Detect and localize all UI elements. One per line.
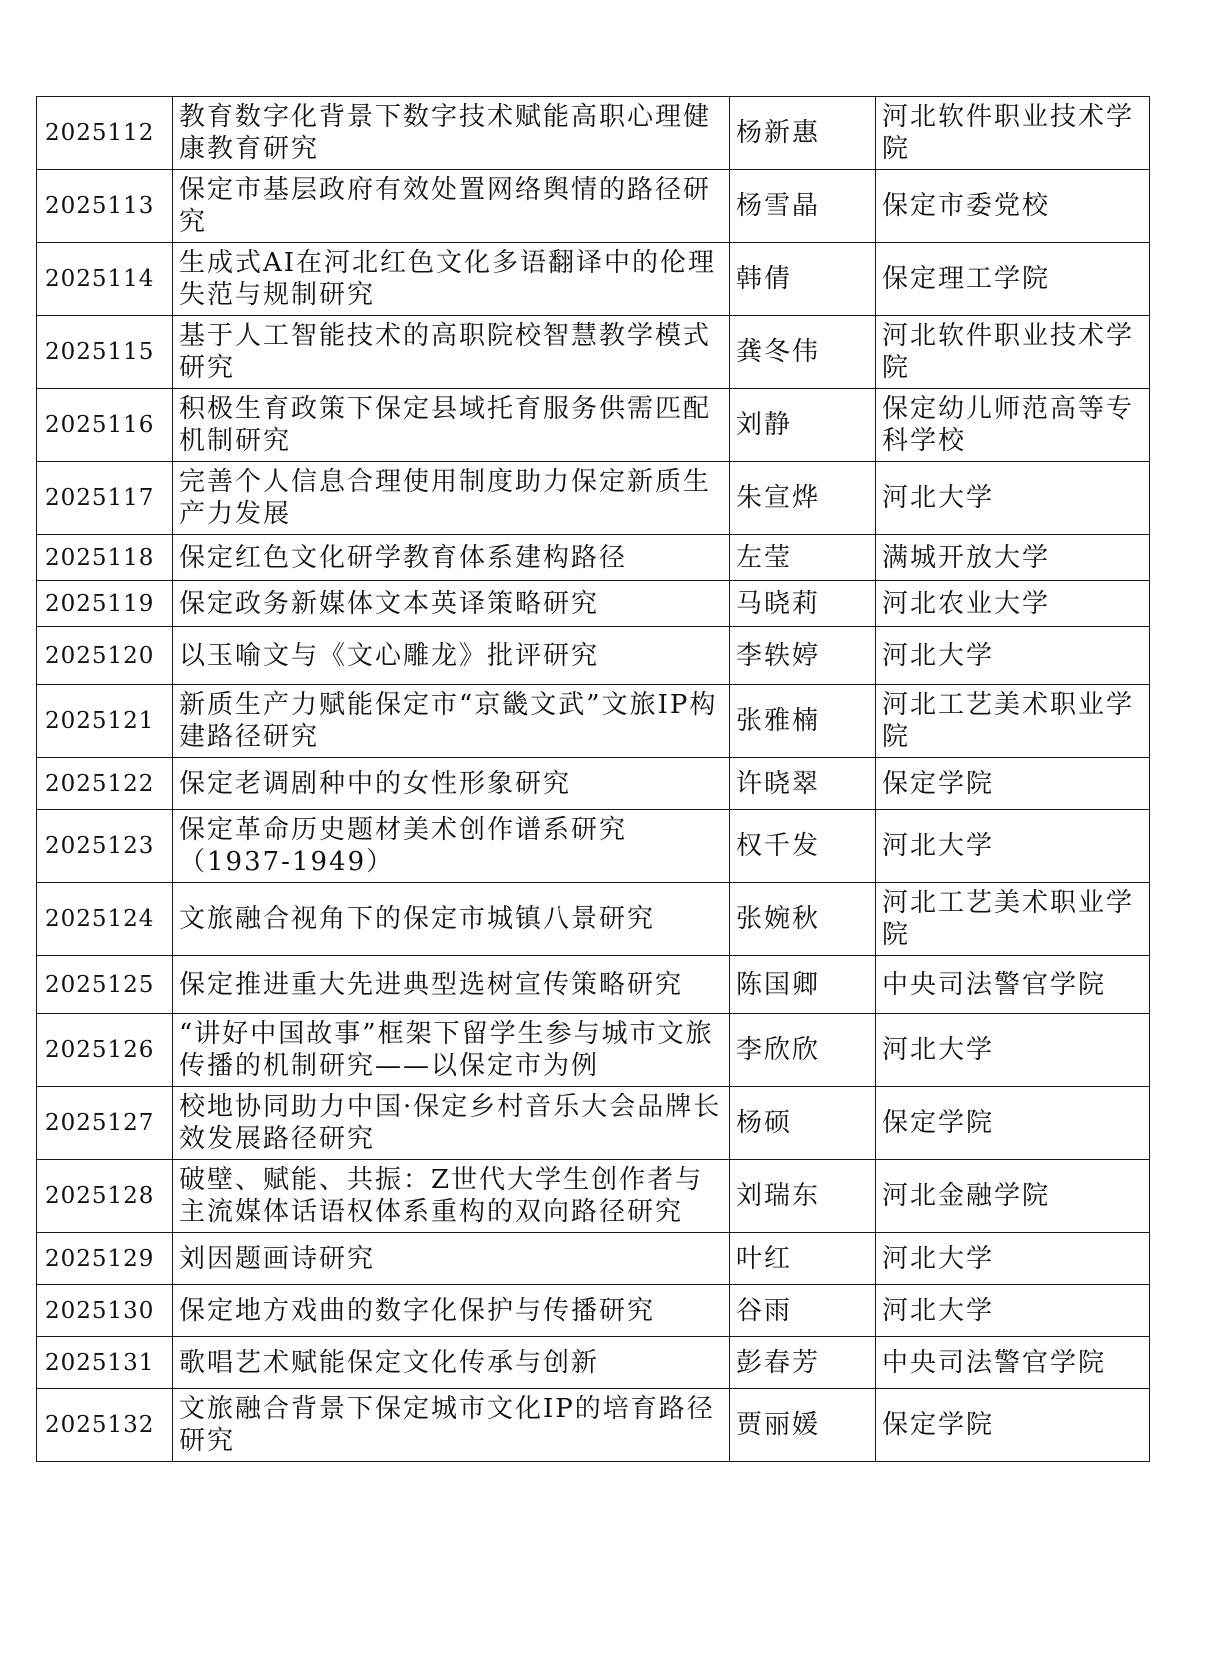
project-leader-cell: 韩倩 <box>730 243 876 316</box>
project-id-cell: 2025112 <box>37 97 173 170</box>
project-id-cell: 2025115 <box>37 316 173 389</box>
project-institution-cell: 保定学院 <box>876 1389 1150 1462</box>
table-row <box>37 581 1150 627</box>
project-leader-cell: 杨新惠 <box>730 97 876 170</box>
table-row <box>37 462 1150 535</box>
table-body <box>37 97 1150 1462</box>
table-row <box>37 956 1150 1014</box>
project-id-cell: 2025122 <box>37 758 173 810</box>
project-id-cell: 2025121 <box>37 685 173 758</box>
table-row <box>37 1285 1150 1337</box>
project-institution-cell: 河北大学 <box>876 810 1150 883</box>
project-institution-cell: 河北大学 <box>876 1233 1150 1285</box>
project-leader-cell: 贾丽媛 <box>730 1389 876 1462</box>
project-id-cell: 2025125 <box>37 956 173 1014</box>
project-institution-cell: 中央司法警官学院 <box>876 1337 1150 1389</box>
project-institution-cell: 保定市委党校 <box>876 170 1150 243</box>
project-title-cell: 保定推进重大先进典型选树宣传策略研究 <box>173 956 730 1014</box>
table-row <box>37 170 1150 243</box>
project-leader-cell: 杨雪晶 <box>730 170 876 243</box>
project-id-cell: 2025127 <box>37 1087 173 1160</box>
project-title-cell: 破壁、赋能、共振：Z世代大学生创作者与主流媒体话语权体系重构的双向路径研究 <box>173 1160 730 1233</box>
table-row <box>37 97 1150 170</box>
project-institution-cell: 保定学院 <box>876 758 1150 810</box>
project-id-cell: 2025120 <box>37 627 173 685</box>
table-row <box>37 685 1150 758</box>
project-leader-cell: 龚冬伟 <box>730 316 876 389</box>
project-leader-cell: 陈国卿 <box>730 956 876 1014</box>
project-title-cell: “讲好中国故事”框架下留学生参与城市文旅传播的机制研究——以保定市为例 <box>173 1014 730 1087</box>
project-leader-cell: 刘静 <box>730 389 876 462</box>
project-institution-cell: 河北大学 <box>876 627 1150 685</box>
project-institution-cell: 满城开放大学 <box>876 535 1150 581</box>
project-institution-cell: 河北农业大学 <box>876 581 1150 627</box>
project-leader-cell: 刘瑞东 <box>730 1160 876 1233</box>
project-id-cell: 2025129 <box>37 1233 173 1285</box>
table-row <box>37 1389 1150 1462</box>
project-id-cell: 2025123 <box>37 810 173 883</box>
project-title-cell: 积极生育政策下保定县域托育服务供需匹配机制研究 <box>173 389 730 462</box>
project-id-cell: 2025130 <box>37 1285 173 1337</box>
project-leader-cell: 叶红 <box>730 1233 876 1285</box>
project-title-cell: 刘因题画诗研究 <box>173 1233 730 1285</box>
project-institution-cell: 河北金融学院 <box>876 1160 1150 1233</box>
project-title-cell: 歌唱艺术赋能保定文化传承与创新 <box>173 1337 730 1389</box>
table-row <box>37 627 1150 685</box>
table-row <box>37 1014 1150 1087</box>
project-id-cell: 2025124 <box>37 883 173 956</box>
project-institution-cell: 河北工艺美术职业学院 <box>876 883 1150 956</box>
project-leader-cell: 彭春芳 <box>730 1337 876 1389</box>
table-row <box>37 1160 1150 1233</box>
project-institution-cell: 保定理工学院 <box>876 243 1150 316</box>
project-title-cell: 保定红色文化研学教育体系建构路径 <box>173 535 730 581</box>
table-row <box>37 1233 1150 1285</box>
table-row <box>37 535 1150 581</box>
project-institution-cell: 河北软件职业技术学院 <box>876 316 1150 389</box>
project-id-cell: 2025118 <box>37 535 173 581</box>
project-leader-cell: 许晓翠 <box>730 758 876 810</box>
project-id-cell: 2025114 <box>37 243 173 316</box>
table-row <box>37 883 1150 956</box>
project-title-cell: 保定老调剧种中的女性形象研究 <box>173 758 730 810</box>
table-row <box>37 316 1150 389</box>
project-leader-cell: 李轶婷 <box>730 627 876 685</box>
project-leader-cell: 李欣欣 <box>730 1014 876 1087</box>
project-institution-cell: 保定幼儿师范高等专科学校 <box>876 389 1150 462</box>
project-institution-cell: 河北大学 <box>876 462 1150 535</box>
project-leader-cell: 左莹 <box>730 535 876 581</box>
project-title-cell: 保定市基层政府有效处置网络舆情的路径研究 <box>173 170 730 243</box>
table-row <box>37 1337 1150 1389</box>
project-title-cell: 文旅融合背景下保定城市文化IP的培育路径研究 <box>173 1389 730 1462</box>
project-institution-cell: 河北大学 <box>876 1285 1150 1337</box>
project-id-cell: 2025132 <box>37 1389 173 1462</box>
project-title-cell: 文旅融合视角下的保定市城镇八景研究 <box>173 883 730 956</box>
project-id-cell: 2025113 <box>37 170 173 243</box>
project-id-cell: 2025119 <box>37 581 173 627</box>
table-row <box>37 758 1150 810</box>
project-title-cell: 基于人工智能技术的高职院校智慧教学模式研究 <box>173 316 730 389</box>
project-leader-cell: 权千发 <box>730 810 876 883</box>
table-row <box>37 243 1150 316</box>
project-institution-cell: 河北软件职业技术学院 <box>876 97 1150 170</box>
project-leader-cell: 张婉秋 <box>730 883 876 956</box>
project-leader-cell: 朱宣烨 <box>730 462 876 535</box>
project-leader-cell: 马晓莉 <box>730 581 876 627</box>
project-id-cell: 2025131 <box>37 1337 173 1389</box>
project-institution-cell: 河北大学 <box>876 1014 1150 1087</box>
project-institution-cell: 河北工艺美术职业学院 <box>876 685 1150 758</box>
project-institution-cell: 中央司法警官学院 <box>876 956 1150 1014</box>
project-institution-cell: 保定学院 <box>876 1087 1150 1160</box>
project-title-cell: 保定政务新媒体文本英译策略研究 <box>173 581 730 627</box>
project-title-cell: 新质生产力赋能保定市“京畿文武”文旅IP构建路径研究 <box>173 685 730 758</box>
project-title-cell: 以玉喻文与《文心雕龙》批评研究 <box>173 627 730 685</box>
project-leader-cell: 谷雨 <box>730 1285 876 1337</box>
project-table <box>36 96 1150 1462</box>
project-title-cell: 教育数字化背景下数字技术赋能高职心理健康教育研究 <box>173 97 730 170</box>
table-row <box>37 1087 1150 1160</box>
project-id-cell: 2025126 <box>37 1014 173 1087</box>
project-title-cell: 生成式AI在河北红色文化多语翻译中的伦理失范与规制研究 <box>173 243 730 316</box>
project-leader-cell: 杨硕 <box>730 1087 876 1160</box>
table-row <box>37 389 1150 462</box>
project-id-cell: 2025116 <box>37 389 173 462</box>
project-title-cell: 完善个人信息合理使用制度助力保定新质生产力发展 <box>173 462 730 535</box>
project-id-cell: 2025128 <box>37 1160 173 1233</box>
table-row <box>37 810 1150 883</box>
project-leader-cell: 张雅楠 <box>730 685 876 758</box>
project-title-cell: 校地协同助力中国·保定乡村音乐大会品牌长效发展路径研究 <box>173 1087 730 1160</box>
project-id-cell: 2025117 <box>37 462 173 535</box>
project-title-cell: 保定革命历史题材美术创作谱系研究（1937-1949） <box>173 810 730 883</box>
project-title-cell: 保定地方戏曲的数字化保护与传播研究 <box>173 1285 730 1337</box>
